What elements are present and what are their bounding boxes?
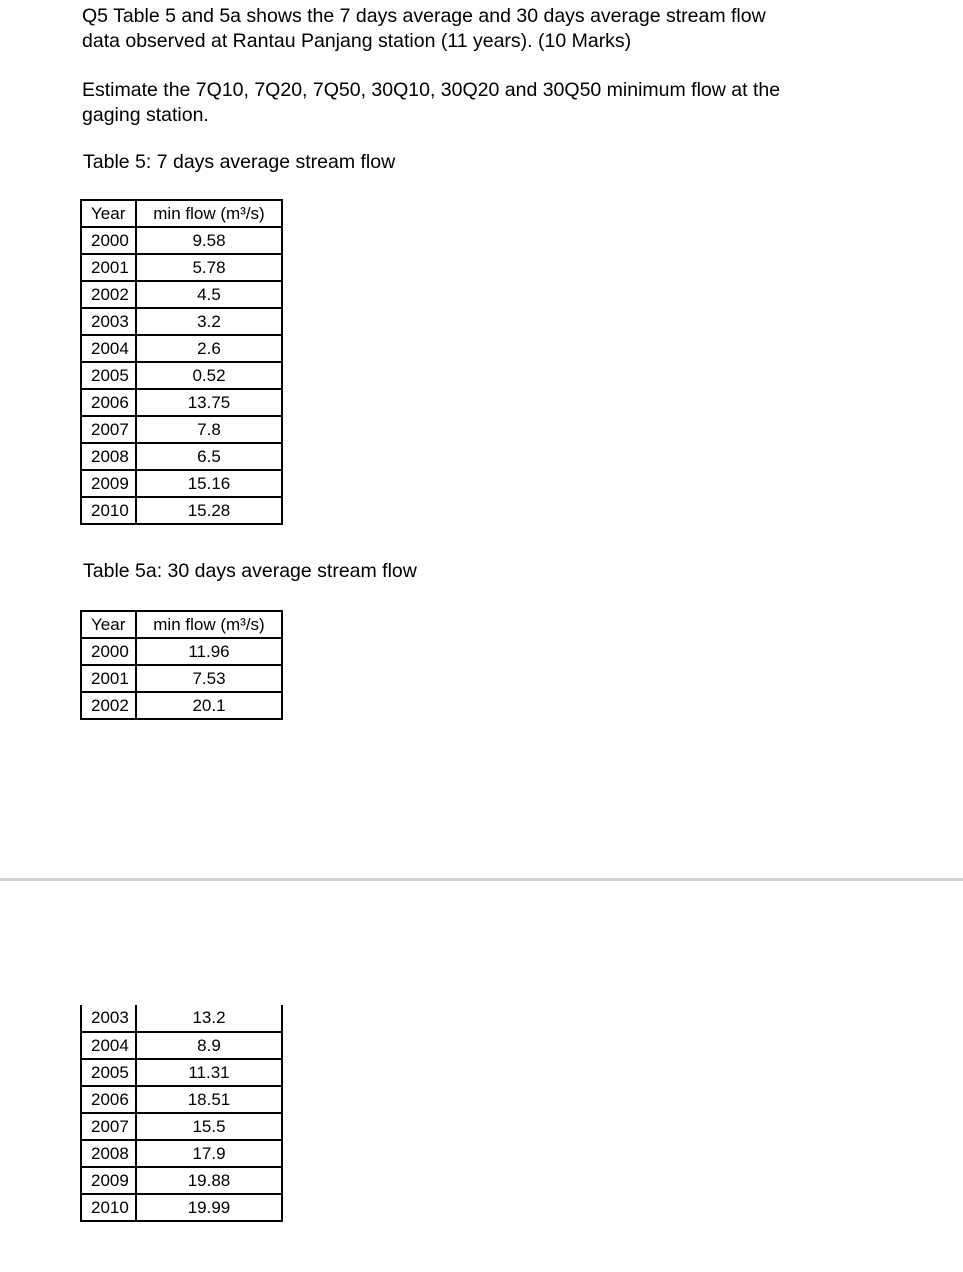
table5-header-flow: min flow (m³/s) — [136, 200, 282, 227]
min-flow-cell: 7.8 — [136, 416, 282, 443]
table5 — [80, 199, 283, 525]
year-cell: 2007 — [81, 1113, 136, 1140]
table5a-body-page2 — [81, 1005, 282, 1221]
table-row — [81, 443, 282, 470]
min-flow-cell: 15.28 — [136, 497, 282, 524]
table-row — [81, 1005, 282, 1032]
year-cell: 2001 — [81, 254, 136, 281]
min-flow-cell: 3.2 — [136, 308, 282, 335]
table5-header-row — [81, 200, 282, 227]
min-flow-cell: 2.6 — [136, 335, 282, 362]
table-row — [81, 638, 282, 665]
table5-caption: Table 5: 7 days average stream flow — [83, 151, 396, 173]
min-flow-cell: 19.88 — [136, 1167, 282, 1194]
table-row — [81, 692, 282, 719]
min-flow-cell: 4.5 — [136, 281, 282, 308]
table5-header-year: Year — [81, 200, 136, 227]
table-row — [81, 254, 282, 281]
min-flow-cell: 15.16 — [136, 470, 282, 497]
table5a-header-year: Year — [81, 611, 136, 638]
task-line-1: Estimate the 7Q10, 7Q20, 7Q50, 30Q10, 30Q20 and 30Q50 minimum flow at the — [82, 79, 781, 101]
min-flow-cell: 17.9 — [136, 1140, 282, 1167]
year-cell: 2005 — [81, 362, 136, 389]
table5a-continued — [80, 1005, 283, 1222]
table-row — [81, 1194, 282, 1221]
min-flow-cell: 11.96 — [136, 638, 282, 665]
table-row — [81, 1059, 282, 1086]
question-line-2: data observed at Rantau Panjang station (11 years). (10 Marks) — [82, 29, 632, 52]
table5a-body-page1 — [81, 638, 282, 719]
table5a — [80, 610, 283, 720]
min-flow-cell: 13.2 — [136, 1005, 282, 1032]
min-flow-cell: 11.31 — [136, 1059, 282, 1086]
table-row — [81, 389, 282, 416]
year-cell: 2010 — [81, 497, 136, 524]
year-cell: 2003 — [81, 1005, 136, 1032]
year-cell: 2001 — [81, 665, 136, 692]
year-cell: 2002 — [81, 692, 136, 719]
table-row — [81, 1167, 282, 1194]
year-cell: 2006 — [81, 1086, 136, 1113]
min-flow-cell: 13.75 — [136, 389, 282, 416]
year-cell: 2009 — [81, 470, 136, 497]
min-flow-cell: 18.51 — [136, 1086, 282, 1113]
table5a-header-flow: min flow (m³/s) — [136, 611, 282, 638]
table-row — [81, 497, 282, 524]
table-row — [81, 1113, 282, 1140]
year-cell: 2010 — [81, 1194, 136, 1221]
min-flow-cell: 0.52 — [136, 362, 282, 389]
min-flow-cell: 20.1 — [136, 692, 282, 719]
question-text — [82, 4, 766, 53]
table-row — [81, 470, 282, 497]
table5a-caption: Table 5a: 30 days average stream flow — [83, 560, 417, 582]
table-row — [81, 281, 282, 308]
table5-body — [81, 227, 282, 524]
min-flow-cell: 6.5 — [136, 443, 282, 470]
table-row — [81, 665, 282, 692]
task-line-2: gaging station. — [82, 103, 209, 126]
table-row — [81, 416, 282, 443]
table-row — [81, 1140, 282, 1167]
table-row — [81, 362, 282, 389]
year-cell: 2002 — [81, 281, 136, 308]
table-row — [81, 308, 282, 335]
year-cell: 2009 — [81, 1167, 136, 1194]
min-flow-cell: 5.78 — [136, 254, 282, 281]
min-flow-cell: 9.58 — [136, 227, 282, 254]
year-cell: 2005 — [81, 1059, 136, 1086]
table-row — [81, 227, 282, 254]
min-flow-cell: 15.5 — [136, 1113, 282, 1140]
task-text — [82, 78, 780, 127]
document-page-2 — [0, 881, 963, 1272]
year-cell: 2008 — [81, 443, 136, 470]
year-cell: 2000 — [81, 638, 136, 665]
table-row — [81, 1032, 282, 1059]
table-row — [81, 335, 282, 362]
table5a-header-row — [81, 611, 282, 638]
question-line-1: Q5 Table 5 and 5a shows the 7 days average and 30 days average stream flow — [82, 5, 766, 27]
table-row — [81, 1086, 282, 1113]
min-flow-cell: 19.99 — [136, 1194, 282, 1221]
year-cell: 2007 — [81, 416, 136, 443]
min-flow-cell: 8.9 — [136, 1032, 282, 1059]
year-cell: 2008 — [81, 1140, 136, 1167]
year-cell: 2003 — [81, 308, 136, 335]
year-cell: 2006 — [81, 389, 136, 416]
year-cell: 2000 — [81, 227, 136, 254]
year-cell: 2004 — [81, 1032, 136, 1059]
year-cell: 2004 — [81, 335, 136, 362]
min-flow-cell: 7.53 — [136, 665, 282, 692]
